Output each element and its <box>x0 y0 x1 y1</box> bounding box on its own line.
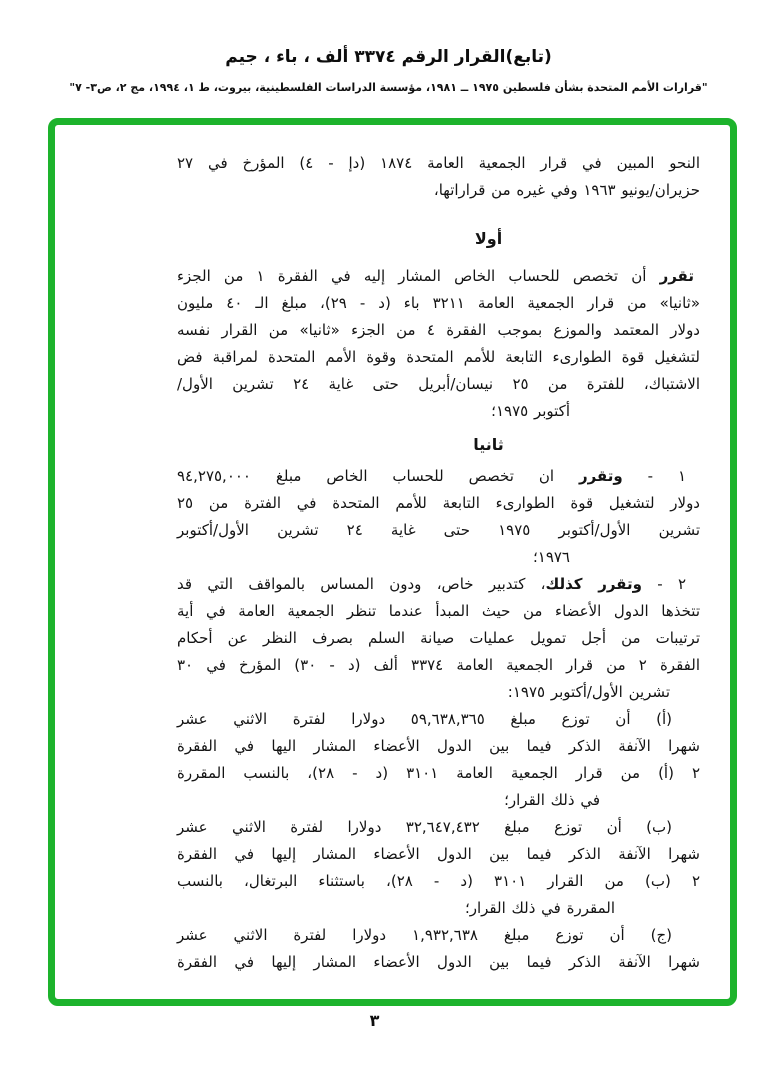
section-one-paragraph <box>177 263 700 425</box>
text-line: دولار المعتمد والموزع بموجب الفقرة ٤ من الجزء «ثانيا» من القرار نفسه <box>177 321 700 339</box>
text-line: (أ) أن توزع مبلغ ٥٩,٦٣٨,٣٦٥ دولارا لفترة الاثني عشر <box>177 710 672 728</box>
text-column <box>177 150 700 976</box>
text-line: النحو المبين في قرار الجمعية العامة ١٨٧٤ (دإ - ٤) المؤرخ في ٢٧ <box>177 154 700 172</box>
text-line: دولار لتشغيل قوة الطوارىء التابعة للأمم المتحدة في الفترة من ٢٥ <box>177 494 700 512</box>
text-line: ترتيبات من أجل تمويل عمليات صيانة السلم بصرف النظر عن أحكام <box>177 629 700 647</box>
text-line: تشرين الأول/أكتوبر ١٩٧٥ حتى غاية ٢٤ تشرين الأول/أكتوبر <box>177 521 701 539</box>
section-two-item-1 <box>177 463 700 571</box>
text-line: الفقرة ٢ من قرار الجمعية العامة ٣٣٧٤ ألف (د - ٣٠) المؤرخ في ٣٠ <box>177 656 700 674</box>
text-line: الاشتباك، للفترة من ٢٥ نيسان/أبريل حتى غاية ٢٤ تشرين الأول/ <box>177 375 700 393</box>
text-line: (ج) أن توزع مبلغ ١,٩٣٢,٦٣٨ دولارا لفترة الاثني عشر <box>177 926 672 944</box>
section-heading-first: أولا <box>474 229 503 248</box>
text-line: لتشغيل قوة الطوارىء التابعة للأمم المتحدة وقوة الأمم المتحدة لمراقبة فض <box>177 348 700 366</box>
subparagraph-b <box>177 814 700 922</box>
text-line: في ذلك القرار؛ <box>504 791 600 809</box>
text-line: شهرا الآنفة الذكر فيما بين الدول الأعضاء المشار اليها في الفقرة <box>177 737 700 755</box>
text-line: تشرين الأول/أكتوبر ١٩٧٥: <box>507 683 670 701</box>
text-line: «ثانيا» من قرار الجمعية العامة ٣٢١١ باء (د - ٢٩)، مبلغ الـ ٤٠ مليون <box>177 294 700 312</box>
text-line: ١٩٧٦؛ <box>532 548 570 566</box>
text-line: ٢ (أ) من قرار الجمعية العامة ٣١٠١ (د - ٢٨)، بالنسب المقررة <box>177 764 701 782</box>
intro-paragraph <box>177 150 700 204</box>
text-line: المقررة في ذلك القرار؛ <box>464 899 615 917</box>
text-line: شهرا الآنفة الذكر فيما بين الدول الأعضاء المشار إليها في الفقرة <box>177 953 700 971</box>
subparagraph-c <box>177 922 700 976</box>
document-title: (تابع)القرار الرقم ٣٣٧٤ ألف ، باء ، جيم <box>225 47 552 67</box>
text-line: (ب) أن توزع مبلغ ٣٢,٦٤٧,٤٣٢ دولارا لفترة الاثني عشر <box>177 818 672 836</box>
text-line: تتخذها الدول الأعضاء من حيث المبدأ عندما تنظر الجمعية العامة في أية <box>177 602 700 620</box>
source-citation: "قرارات الأمم المتحدة بشأن فلسطين ١٩٧٥ ــ ١٩٨١، مؤسسة الدراسات الفلسطينية، بيروت، ط ١، ١٩٩٤، مج ٢، ص٣- ٧" <box>69 81 708 94</box>
text-line: حزيران/يونيو ١٩٦٣ وفي غيره من قراراتها، <box>433 181 700 199</box>
page-number: ٣ <box>369 1011 380 1030</box>
text-line: ٢ (ب) من القرار ٣١٠١ (د - ٢٨)، باستثناء البرتغال، بالنسب <box>177 872 700 890</box>
subparagraph-a <box>177 706 700 814</box>
text-line: تقرر أن تخصص للحساب الخاص المشار إليه في الفقرة ١ من الجزء <box>177 267 694 285</box>
section-heading-second: ثانيا <box>473 435 504 454</box>
text-line: شهرا الآنفة الذكر فيما بين الدول الأعضاء المشار إليها في الفقرة <box>177 845 700 863</box>
text-line: ٢ - وتقرر كذلك، كتدبير خاص، ودون المساس بالمواقف التي قد <box>177 575 686 593</box>
text-line: أكتوبر ١٩٧٥؛ <box>491 402 570 420</box>
section-two-item-2 <box>177 571 700 706</box>
text-line: ١ - وتقرر ان تخصص للحساب الخاص مبلغ ٩٤,٢٧٥,٠٠٠ <box>177 467 686 485</box>
